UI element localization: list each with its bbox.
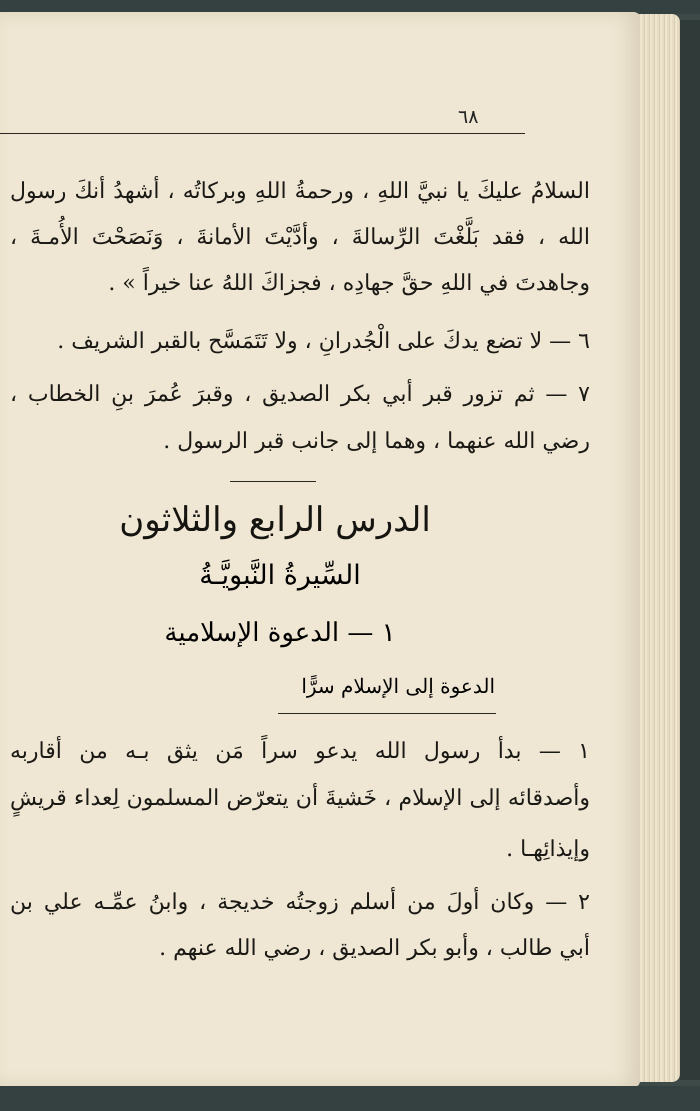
book-spine-shadow [680, 20, 700, 1080]
text-line: رضي الله عنهما ، وهما إلى جانب قبر الرسول . [163, 429, 590, 454]
section-heading: ١ — الدعوة الإسلامية [164, 618, 396, 648]
body-line: ٢ — وكان أولَ من أسلم زوجتُه خديجة ، وابنُ عمِّـه علي بن [10, 890, 590, 915]
header-rule [0, 133, 525, 134]
text-line: وجاهدتَ في اللهِ حقَّ جهادِه ، فجزاكَ اللهُ عنا خيراً » . [108, 271, 590, 296]
lesson-title: الدرس الرابع والثلاثون [119, 500, 431, 540]
text-line: ٧ — ثم تزور قبر أبي بكر الصديق ، وقبرَ عُمرَ بنِ الخطاب ، [10, 382, 590, 407]
bottom-background [0, 1086, 700, 1111]
body-line: وأصدقائه إلى الإسلام ، خَشيةَ أن يتعرّض المسلمون لِعداء قريشٍ [10, 786, 590, 811]
page-number: ٦٨ [458, 106, 479, 128]
section-separator [230, 481, 316, 482]
body-line: أبي طالب ، وأبو بكر الصديق ، رضي الله عنهم . [159, 936, 590, 961]
text-line: السلامُ عليكَ يا نبيَّ اللهِ ، ورحمةُ اللهِ وبركاتُه ، أشهدُ أنكَ رسول [10, 179, 590, 204]
subheading-rule [278, 713, 496, 714]
text-line: ٦ — لا تضع يدكَ على الْجُدرانِ ، ولا تَتَمَسَّح بالقبر الشريف . [57, 329, 590, 354]
body-line: ١ — بدأ رسول الله يدعو سراً مَن يثق بـه من أقاربه [10, 739, 590, 764]
subheading: الدعوة إلى الإسلام سرًّا [301, 674, 495, 698]
book-page [0, 12, 640, 1087]
lesson-subtitle: السِّيرةُ النَّبويَّـةُ [199, 560, 361, 591]
text-line: الله ، فقد بَلَّغْتَ الرِّسالةَ ، وأدَّيْتَ الأمانةَ ، وَنَصَحْتَ الأُمـةَ ، [10, 225, 590, 250]
body-line: وإيذائِهـا . [506, 837, 590, 862]
